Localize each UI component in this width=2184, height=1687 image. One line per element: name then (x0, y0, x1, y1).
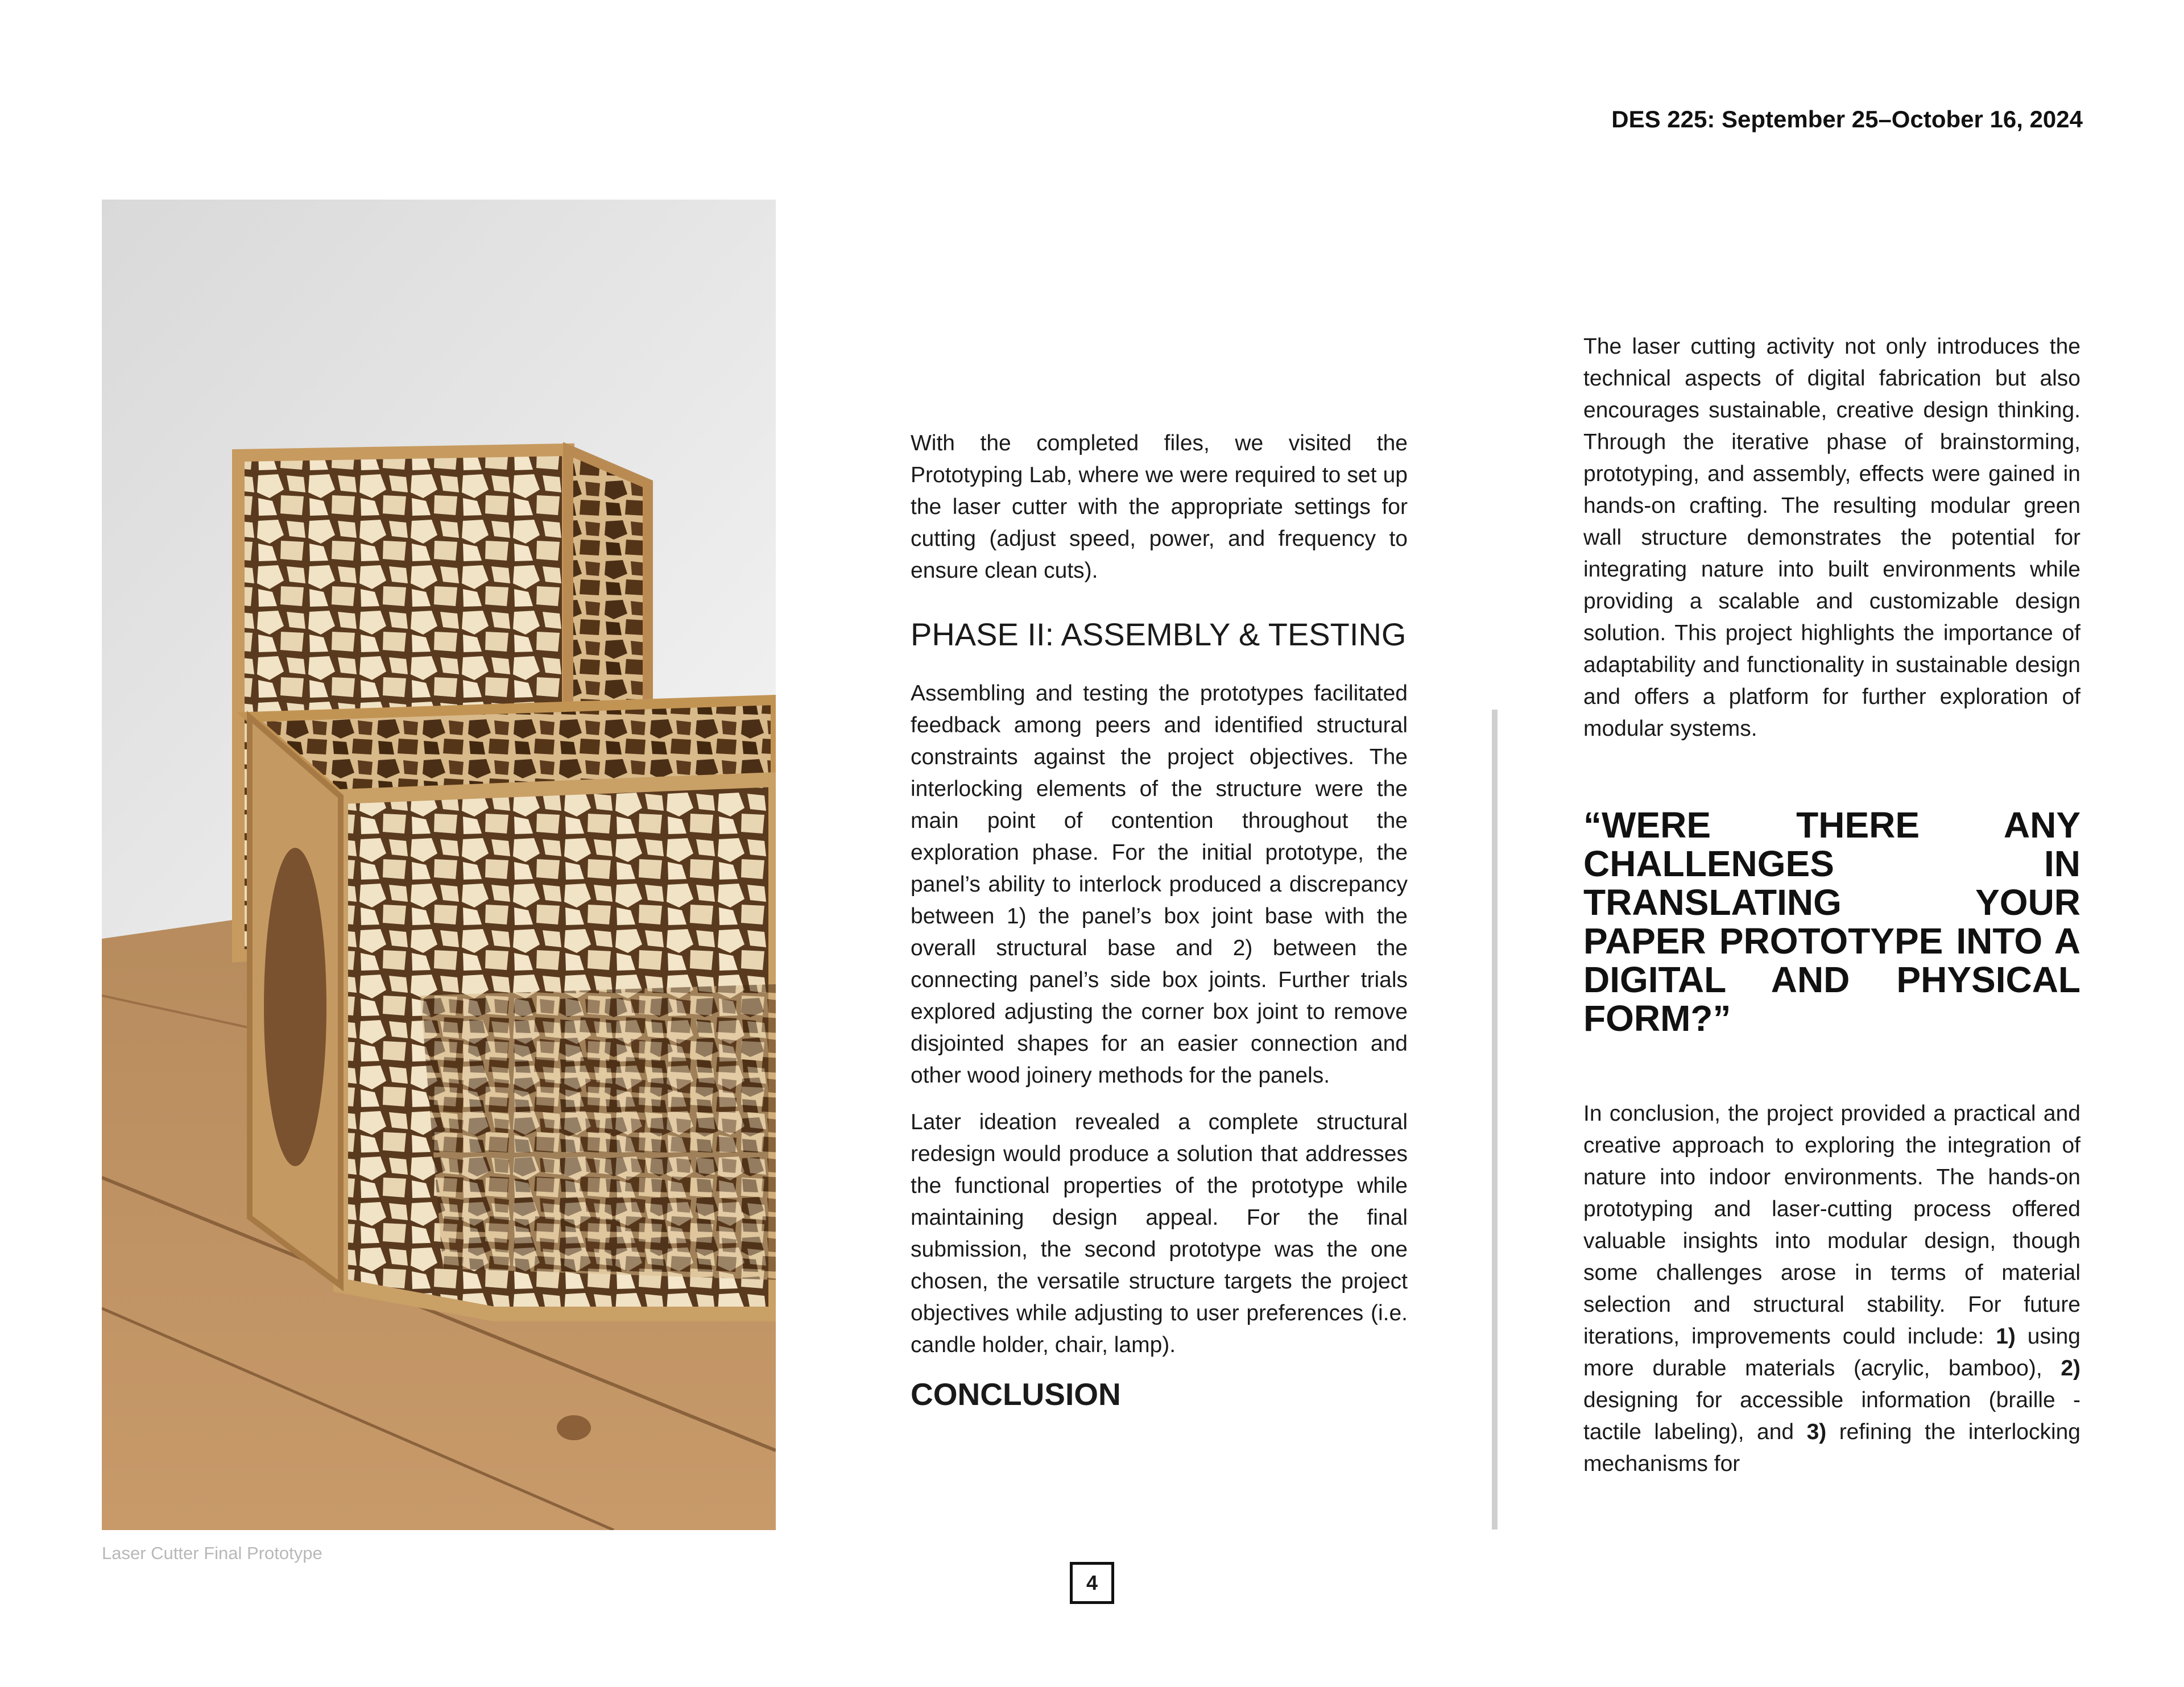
conclusion-paragraph (1583, 1098, 2080, 1480)
middle-column (911, 428, 1408, 1412)
phase-paragraph-1: Assembling and testing the prototypes facilitated feedback among peers and identified structural constraints against the project objectives. The interlocking elements of the structure were the main point of contention throughout the exploration phase. For the initial prototype, the panel’s ability to interlock produced a discrepancy between 1) the panel’s box joint base with the overall structural base and 2) between the connecting panel’s side box joints. Further trials explored adjusting the corner box joint to remove disjointed shapes for an easier connection and other wood joinery methods for the panels. (911, 681, 1408, 1088)
right-column (1583, 331, 2080, 1480)
photo-caption: Laser Cutter Final Prototype (102, 1543, 322, 1563)
conclusion-heading: CONCLUSION (911, 1377, 1121, 1412)
laser-cut-boxes-image (102, 200, 776, 1530)
column-divider (1492, 710, 1498, 1530)
summary-paragraph: The laser cutting activity not only introduces the technical aspects of digital fabrication but also encourages sustainable, creative design thinking. Through the iterative phase of brainstorming, prototyping, and assembly, effects were gained in hands-on crafting. The resulting modular green wall structure demonstrates the potential for integrating nature into built environments while providing a scalable and customizable design solution. This project highlights the importance of adaptability and functionality in sustainable design and offers a platform for further exploration of modular systems. (1583, 334, 2080, 741)
list-text-1: using more durable materials (acrylic, bamboo), (1583, 1324, 2080, 1381)
intro-paragraph: With the completed files, we visited the Prototyping Lab, where we were required to set up the laser cutter with the appropriate settings for cutting (adjust speed, power, and frequency to ensure clean cuts). (911, 431, 1408, 583)
phase-heading: PHASE II: ASSEMBLY & TESTING (911, 616, 1407, 652)
list-number-1: 1) (1996, 1324, 2016, 1349)
document-header: DES 225: September 25–October 16, 2024 (1611, 106, 2083, 132)
list-number-2: 2) (2061, 1356, 2080, 1381)
list-number-3: 3) (1806, 1420, 1827, 1444)
phase-paragraph-2: Later ideation revealed a complete structural redesign would produce a solution that addresses the functional properties of the prototype while maintaining design appeal. For the final submission, the second prototype was the one chosen, the versatile structure targets the project objectives while adjusting to user preferences (i.e. candle holder, chair, lamp). (911, 1110, 1408, 1357)
pull-quote: “WERE THERE ANY CHALLENGES IN TRANSLATING YOUR PAPER PROTOTYPE INTO A DIGITAL AND PHYSICAL FORM?” (1583, 805, 2080, 1039)
page-number: 4 (1070, 1562, 1114, 1604)
list-text-3: refining the interlocking mechanisms for (1583, 1420, 2080, 1476)
prototype-photo (102, 200, 776, 1530)
list-text-2: designing for accessible information (braille - tactile labeling), and (1583, 1388, 2080, 1444)
conclusion-text-start: In conclusion, the project provided a practical and creative approach to exploring the integration of nature into indoor environments. The hands-on prototyping and laser-cutting process offered valuable insights into modular design, though some challenges arose in terms of material selection and structural stability. For future iterations, improvements could include: (1583, 1101, 2080, 1349)
